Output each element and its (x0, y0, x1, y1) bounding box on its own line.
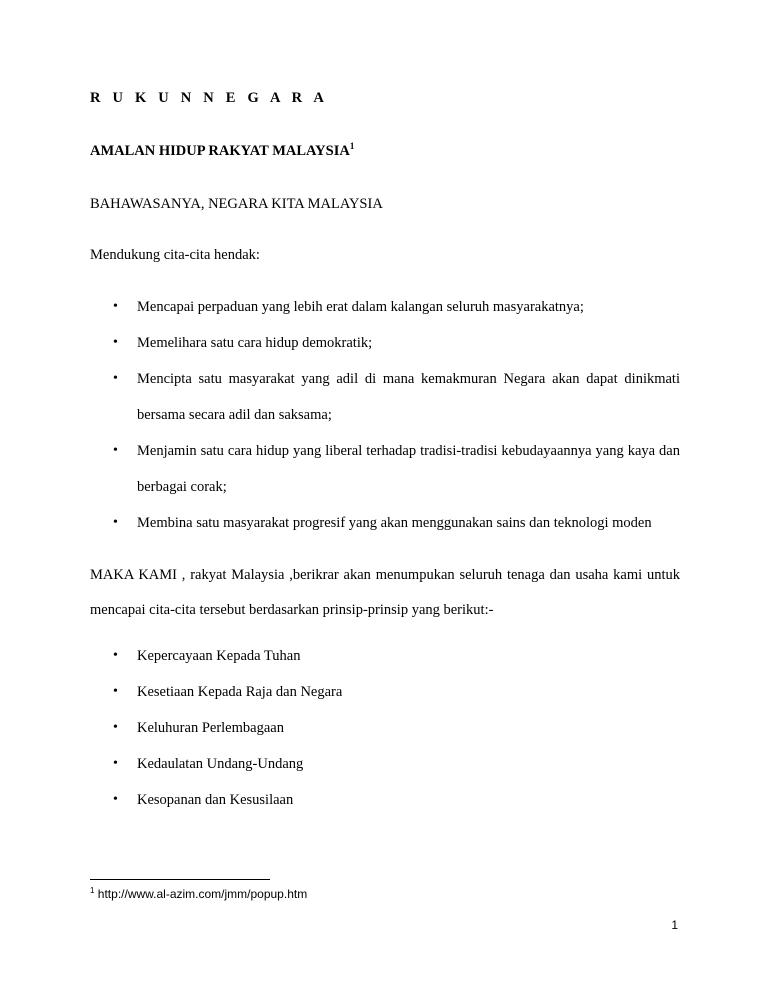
bullet-icon: • (113, 792, 118, 807)
bullet-icon: • (113, 648, 118, 663)
list-item-text: Menjamin satu cara hidup yang liberal terhadap tradisi-tradisi kebudayaannya yang kaya dan berbagai corak; (137, 443, 680, 495)
list-item (90, 505, 680, 541)
list-item (90, 638, 680, 674)
list-item-text: Kepercayaan Kepada Tuhan (137, 648, 301, 664)
intro-text: Mendukung cita-cita hendak: (90, 247, 260, 263)
footnote-reference[interactable]: 1 (349, 141, 355, 151)
bullet-icon: • (113, 756, 118, 771)
bullet-icon: • (113, 515, 118, 530)
principles-list (90, 638, 680, 818)
bullet-icon: • (113, 443, 118, 458)
list-item-text: Membina satu masyarakat progresif yang akan menggunakan sains dan teknologi moden (137, 515, 652, 531)
list-item-text: Kesetiaan Kepada Raja dan Negara (137, 684, 343, 700)
bullet-icon: • (113, 335, 118, 350)
list-item (90, 289, 680, 325)
list-item (90, 782, 680, 818)
list-item-text: Kesopanan dan Kesusilaan (137, 792, 294, 808)
list-item (90, 674, 680, 710)
footnote-marker: 1 (90, 886, 95, 895)
list-item-text: Mencapai perpaduan yang lebih erat dalam kalangan seluruh masyarakatnya; (137, 299, 584, 315)
footnote (90, 886, 307, 902)
footnote-separator (90, 879, 270, 880)
list-item (90, 746, 680, 782)
pledge-paragraph: MAKA KAMI , rakyat Malaysia ,berikrar akan menumpukan seluruh tenaga dan usaha kami untuk mencapai cita-cita tersebut berdasarkan prinsip-prinsip yang berikut:- (90, 567, 680, 618)
list-item (90, 710, 680, 746)
page-number: 1 (671, 918, 678, 932)
preamble: BAHAWASANYA, NEGARA KITA MALAYSIA (90, 196, 383, 212)
list-item-text: Keluhuran Perlembagaan (137, 720, 284, 736)
bullet-icon: • (113, 684, 118, 699)
subtitle-text: AMALAN HIDUP RAKYAT MALAYSIA (90, 143, 350, 159)
bullet-icon: • (113, 371, 118, 386)
bullet-icon: • (113, 720, 118, 735)
list-item-text: Mencipta satu masyarakat yang adil di mana kemakmuran Negara akan dapat dinikmati bersama secara adil dan saksama; (137, 371, 680, 423)
list-item (90, 325, 680, 361)
bullet-icon: • (113, 299, 118, 314)
footnote-link[interactable]: http://www.al-azim.com/jmm/popup.htm (97, 887, 308, 901)
aspirations-list (90, 289, 680, 541)
list-item (90, 361, 680, 433)
document-subtitle (90, 142, 680, 160)
document-title: R U K U N N E G A R A (90, 90, 329, 106)
list-item-text: Memelihara satu cara hidup demokratik; (137, 335, 373, 351)
list-item-text: Kedaulatan Undang-Undang (137, 756, 304, 772)
list-item (90, 433, 680, 505)
